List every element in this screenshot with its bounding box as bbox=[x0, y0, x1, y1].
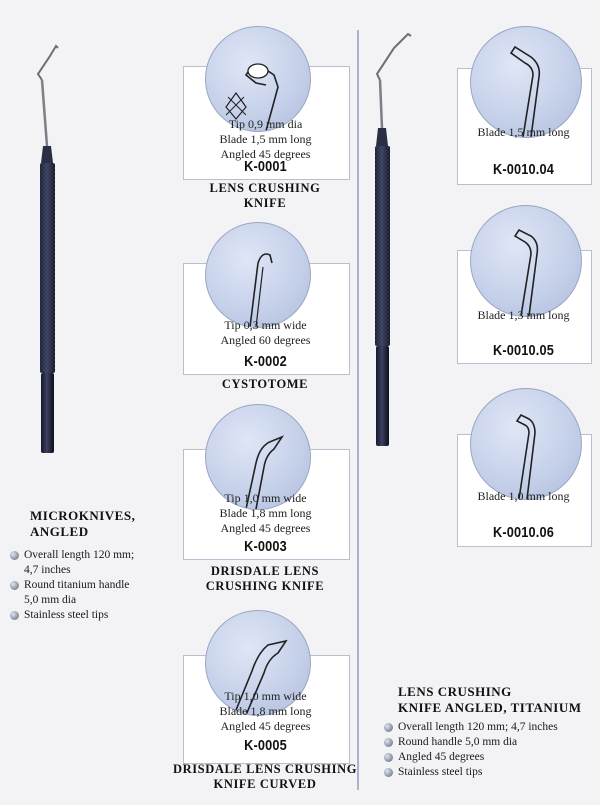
list-item-continuation: 4,7 inches bbox=[24, 564, 71, 576]
titanium-knife-instrument-image bbox=[368, 28, 418, 458]
list-item: Overall length 120 mm; bbox=[10, 548, 170, 563]
product-name-line2: KNIFE CURVED bbox=[213, 777, 317, 791]
bullet-icon bbox=[384, 768, 393, 777]
blade-spec: Blade 1,5 mm long bbox=[219, 132, 312, 146]
microknife-instrument-image bbox=[30, 28, 90, 458]
column-divider bbox=[357, 30, 359, 790]
product-name-line2: CRUSHING KNIFE bbox=[205, 579, 325, 593]
tip-spec: Tip 0,3 mm wide bbox=[224, 318, 307, 332]
product-name: DRISDALE LENS CRUSHING bbox=[172, 762, 358, 776]
blade-spec: Blade 1,8 mm long bbox=[219, 704, 312, 718]
product-code: K-0002 bbox=[244, 353, 287, 370]
list-item: Round handle 5,0 mm dia bbox=[384, 735, 594, 750]
angle-spec: Angled 45 degrees bbox=[220, 521, 311, 535]
section-title: LENS CRUSHING bbox=[398, 684, 512, 699]
product-name: CYSTOTOME bbox=[221, 377, 309, 391]
product-name: LENS CRUSHING bbox=[209, 181, 321, 195]
angled-knife-tip-icon bbox=[470, 205, 582, 317]
list-item: Angled 45 degrees bbox=[384, 750, 594, 765]
angled-knife-tip-icon bbox=[470, 26, 582, 138]
blade-spec: Blade 1,8 mm long bbox=[219, 506, 312, 520]
section-title: MICROKNIVES, bbox=[30, 508, 136, 523]
bullet-icon bbox=[10, 611, 19, 620]
section-title-line2: KNIFE ANGLED, TITANIUM bbox=[398, 700, 582, 715]
tip-spec: Tip 1,0 mm wide bbox=[224, 491, 307, 505]
product-name-line2: KNIFE bbox=[243, 196, 287, 210]
feature-list bbox=[10, 548, 170, 623]
product-code: K-0005 bbox=[244, 737, 287, 754]
bullet-icon bbox=[384, 738, 393, 747]
list-item: Stainless steel tips bbox=[384, 765, 594, 780]
product-name: DRISDALE LENS bbox=[210, 564, 320, 578]
list-item: Stainless steel tips bbox=[10, 608, 170, 623]
product-code: K-0010.05 bbox=[492, 342, 555, 359]
product-code: K-0001 bbox=[244, 158, 287, 175]
product-code: K-0010.04 bbox=[492, 161, 555, 178]
section-title-line2: ANGLED bbox=[30, 524, 89, 539]
tip-spec: Tip 1,0 mm wide bbox=[224, 689, 307, 703]
tip-spec: Tip 0,9 mm dia bbox=[228, 117, 303, 131]
blade-spec: Blade 1,5 mm long bbox=[477, 125, 570, 139]
angle-spec: Angled 60 degrees bbox=[220, 333, 311, 347]
product-code: K-0003 bbox=[244, 538, 287, 555]
feature-list bbox=[384, 720, 594, 780]
cystotome-tip-icon bbox=[205, 222, 311, 328]
list-item: Round titanium handle bbox=[10, 578, 170, 593]
bullet-icon bbox=[10, 551, 19, 560]
product-code: K-0010.06 bbox=[492, 524, 555, 541]
angle-spec: Angled 45 degrees bbox=[220, 719, 311, 733]
list-item: Overall length 120 mm; 4,7 inches bbox=[384, 720, 594, 735]
bullet-icon bbox=[384, 723, 393, 732]
bullet-icon bbox=[384, 753, 393, 762]
list-item-continuation: 5,0 mm dia bbox=[24, 594, 77, 606]
angle-spec: Angled 45 degrees bbox=[220, 147, 311, 161]
bullet-icon bbox=[10, 581, 19, 590]
blade-spec: Blade 1,0 mm long bbox=[477, 489, 570, 503]
angled-knife-tip-icon bbox=[470, 388, 582, 500]
blade-spec: Blade 1,3 mm long bbox=[477, 308, 570, 322]
